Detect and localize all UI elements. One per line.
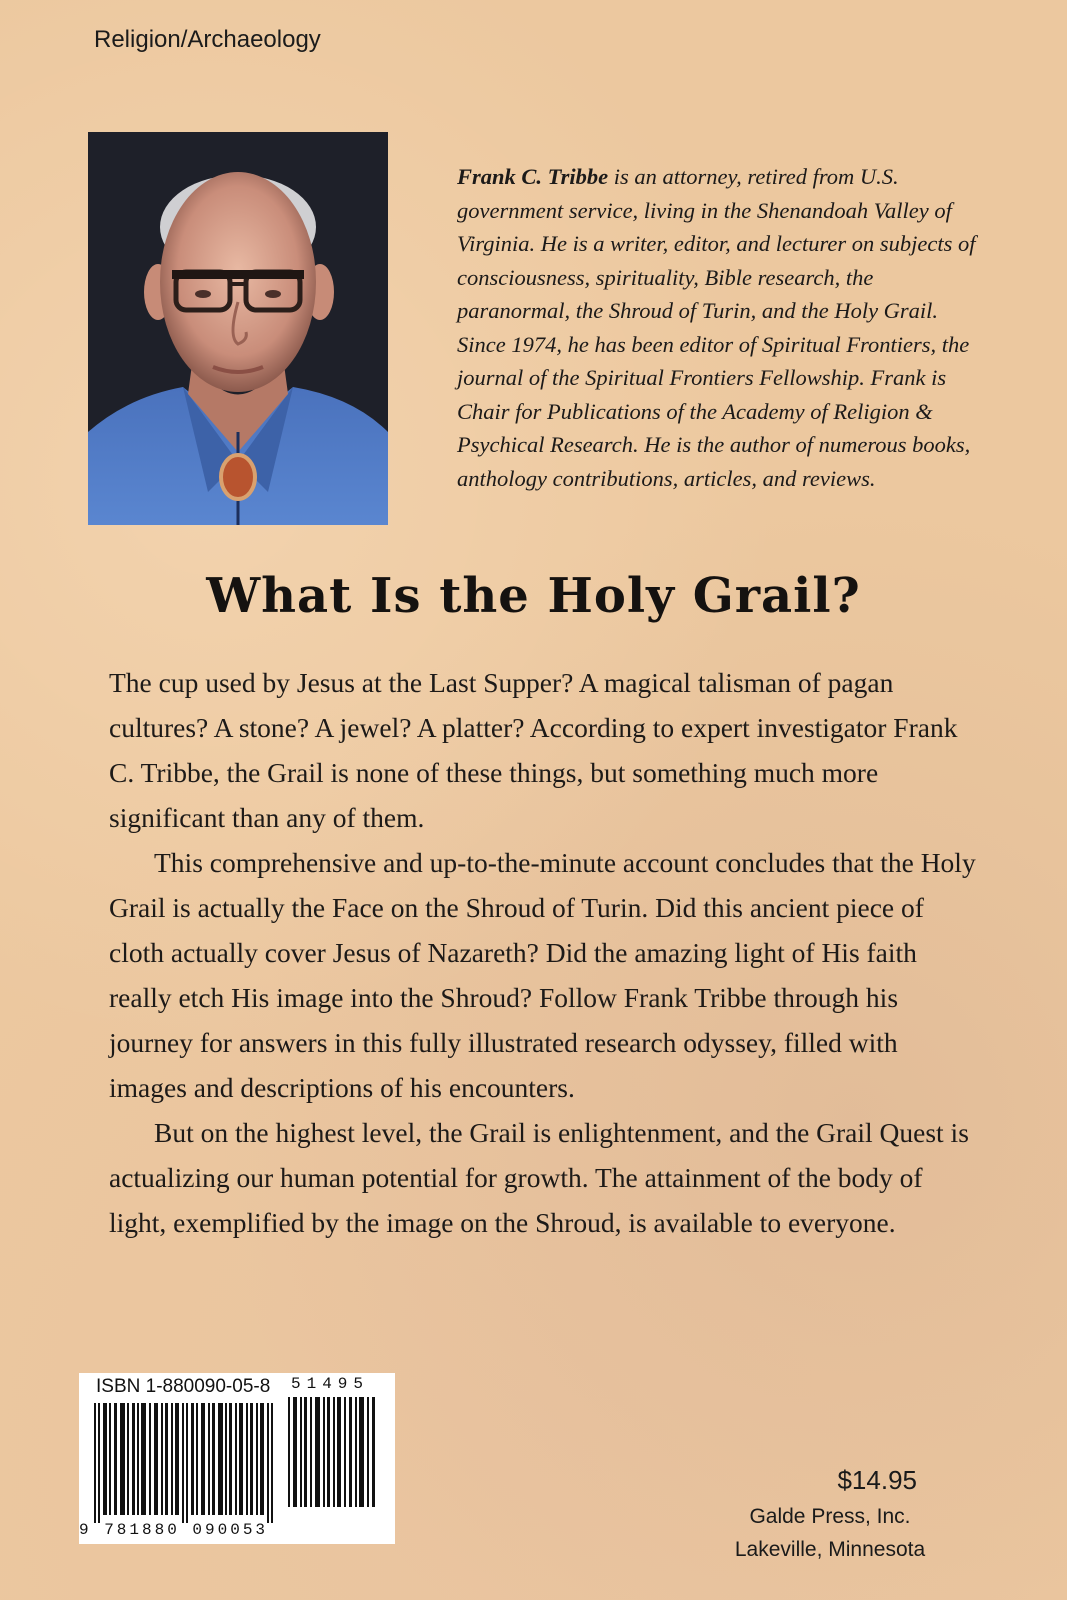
description-paragraph: The cup used by Jesus at the Last Supper? A magical talisman of pagan cultures? A stone? A jewel? A platter? According to expert investigator Frank C. Tribbe, the Grail is none of these things, but something much more significant than any of them. [109,667,958,833]
publisher-name: Galde Press, Inc. [749,1505,911,1528]
description-paragraph: But on the highest level, the Grail is enlightenment, and the Grail Quest is actualizing our human potential for growth. The attainment of the body of light, exemplified by the image on the Shroud, is available to everyone. [109,1117,969,1238]
publisher-info [700,1500,960,1566]
author-name: Frank C. Tribbe [457,164,609,189]
isbn-label: ISBN 1-880090-05-8 [96,1376,271,1397]
category-label: Religion/Archaeology [94,26,321,53]
description-paragraph: This comprehensive and up-to-the-minute account concludes that the Holy Grail is actually the Face on the Shroud of Turin. Did this ancient piece of cloth actually cover Jesus of Nazareth? Did the amazing light of His faith really etch His image into the Shroud? Follow Frank Tribbe through his journey for answers in this fully illustrated research odyssey, filled with images and descriptions of his encounters. [109,847,976,1103]
addon-digits: 51495 [291,1375,370,1393]
price: $14.95 [837,1465,917,1495]
addon-barcode-icon [288,1397,376,1507]
author-bio-text: is an attorney, retired from U.S. government service, living in the Shenandoah Valley of Virginia. He is a writer, editor, and lecturer on subjects of consciousness, spirituality, Bible research, the paranormal, the Shroud of Turin, and the Holy Grail. Since 1974, he has been editor of Spiritual Frontiers, the journal of the Spiritual Frontiers Fellowship. Frank is Chair for Publications of the Academy of Religion & Psychical Research. He is the author of numerous books, anthology contributions, articles, and reviews. [457,164,976,491]
ean-digits: 9 781880 090053 [79,1521,269,1539]
book-description [109,660,979,1245]
author-portrait-icon [88,132,388,525]
author-photo [88,132,388,525]
ean-barcode-icon [94,1403,279,1523]
headline: What Is the Holy Grail? [206,568,861,624]
publisher-location: Lakeville, Minnesota [734,1538,926,1561]
barcode [79,1373,395,1544]
author-bio [457,160,987,495]
